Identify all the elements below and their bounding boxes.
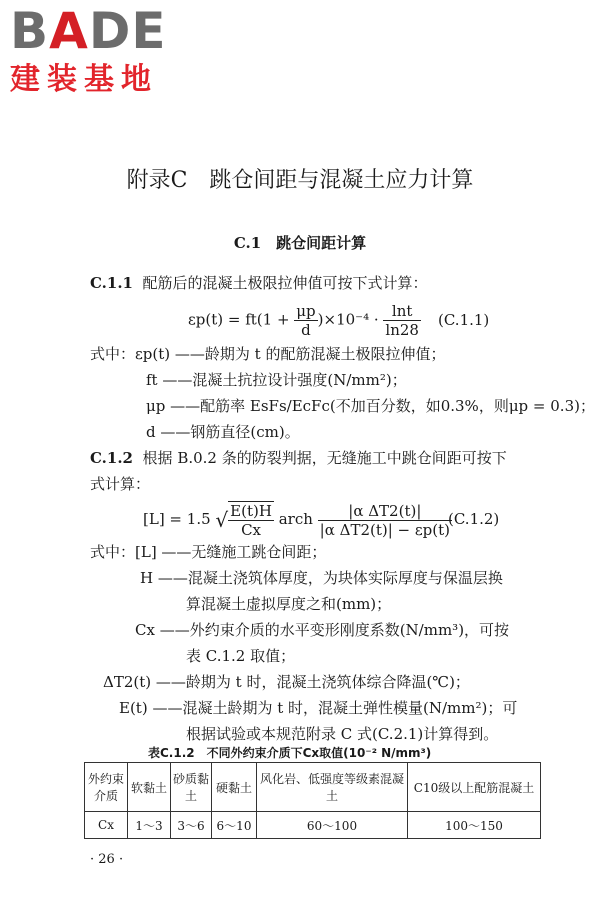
clause-text: 根据 B.0.2 条的防裂判据，无缝施工中跳仓间距可按下 (142, 449, 507, 467)
eq1-frac1 (294, 302, 317, 339)
where2-line: ΔT2(t) ——龄期为 t 时，混凝土浇筑体综合降温(℃)； (103, 673, 470, 691)
equation-c112 (143, 501, 452, 539)
page-number: · 26 · (90, 852, 124, 867)
table-header-cell: 软黏土 (128, 763, 171, 812)
table-header-cell: 硬黏土 (212, 763, 257, 812)
eq2-root-num: E(t)H (230, 502, 272, 520)
eq2-frac-num: |α ΔT2(t)| (318, 502, 452, 521)
equation-c111 (188, 302, 421, 339)
sqrt-sign: √ (215, 508, 229, 532)
cx-table (84, 762, 541, 839)
table-header-cell: C10级以上配筋混凝土 (408, 763, 541, 812)
table-header-cell: 外约束介质 (85, 763, 128, 812)
table-header-row (85, 763, 541, 812)
eq2-tag: (C.1.2) (448, 510, 500, 528)
table-cell: 3～6 (171, 812, 212, 839)
section-heading: C.1 跳仓间距计算 (233, 234, 367, 252)
table-cell: 100～150 (408, 812, 541, 839)
where1-line: d ——钢筋直径(cm)。 (146, 423, 300, 441)
where2-line: E(t) ——混凝土龄期为 t 时，混凝土弹性模量(N/mm²)；可 (119, 699, 518, 717)
where2-line: Cx ——外约束介质的水平变形刚度系数(N/mm³)，可按 (135, 621, 510, 639)
table-header-cell: 砂质黏土 (171, 763, 212, 812)
clause-c112 (90, 447, 507, 468)
eq2-arch: arch (278, 510, 313, 528)
eq2-frac-den: |α ΔT2(t)| − εp(t) (319, 520, 450, 539)
table-caption: 表C.1.2 不同外约束介质下Cx取值(10⁻² N/mm³) (148, 746, 432, 760)
where2-line: 表 C.1.2 取值； (186, 647, 296, 665)
clause-text: 配筋后的混凝土极限拉伸值可按下式计算： (142, 274, 428, 292)
table-header-cell: 风化岩、低强度等级素混凝土 (257, 763, 408, 812)
site-logo (10, 2, 167, 100)
table-row (85, 812, 541, 839)
logo-letters-de: DE (88, 2, 167, 60)
clause-number: C.1.2 (90, 449, 133, 467)
eq1-frac2-den: ln28 (385, 321, 419, 339)
eq1-frac1-num: μp (296, 302, 316, 320)
logo-text-cn: 建装基地 (10, 62, 158, 97)
table-cell: Cx (85, 812, 128, 839)
eq1-tag: (C.1.1) (438, 311, 490, 329)
where2-line: H ——混凝土浇筑体厚度，为块体实际厚度与保温层换 (140, 569, 503, 587)
where1-line: 式中：εp(t) ——龄期为 t 的配筋混凝土极限拉伸值； (90, 345, 446, 363)
eq2-root-den: Cx (241, 521, 261, 539)
eq1-frac2-num: lnt (383, 302, 421, 321)
clause-c111 (90, 272, 428, 293)
where2-line: 根据试验或本规范附录 C 式(C.2.1)计算得到。 (186, 725, 499, 743)
logo-letter-a: A (49, 2, 89, 60)
eq1-mid: )×10⁻⁴ · (317, 310, 384, 329)
clause-c112-cont: 式计算： (90, 475, 151, 493)
logo-text-en (10, 2, 167, 60)
clause-number: C.1.1 (90, 274, 133, 292)
logo-letter-b: B (10, 2, 50, 60)
eq2-frac (318, 502, 452, 539)
where1-line: μp ——配筋率 EsFs/EcFc(不加百分数，如0.3%，则μp = 0.3)； (146, 397, 595, 415)
where2-line: 式中：[L] ——无缝施工跳仓间距； (90, 543, 327, 561)
eq2-root-frac (228, 501, 274, 539)
table-cell: 1～3 (128, 812, 171, 839)
eq2-left: [L] = 1.5 (143, 510, 211, 528)
appendix-title: 附录C 跳仓间距与混凝土应力计算 (126, 168, 474, 193)
table-cell: 6～10 (212, 812, 257, 839)
where1-line: ft ——混凝土抗拉设计强度(N/mm²)； (146, 371, 407, 389)
where2-line: 算混凝土虚拟厚度之和(mm)； (186, 595, 392, 613)
eq1-frac2 (383, 302, 421, 339)
eq1-left: εp(t) = ft(1 + (188, 310, 295, 329)
eq1-frac1-den: d (301, 321, 311, 339)
table-cell: 60～100 (257, 812, 408, 839)
